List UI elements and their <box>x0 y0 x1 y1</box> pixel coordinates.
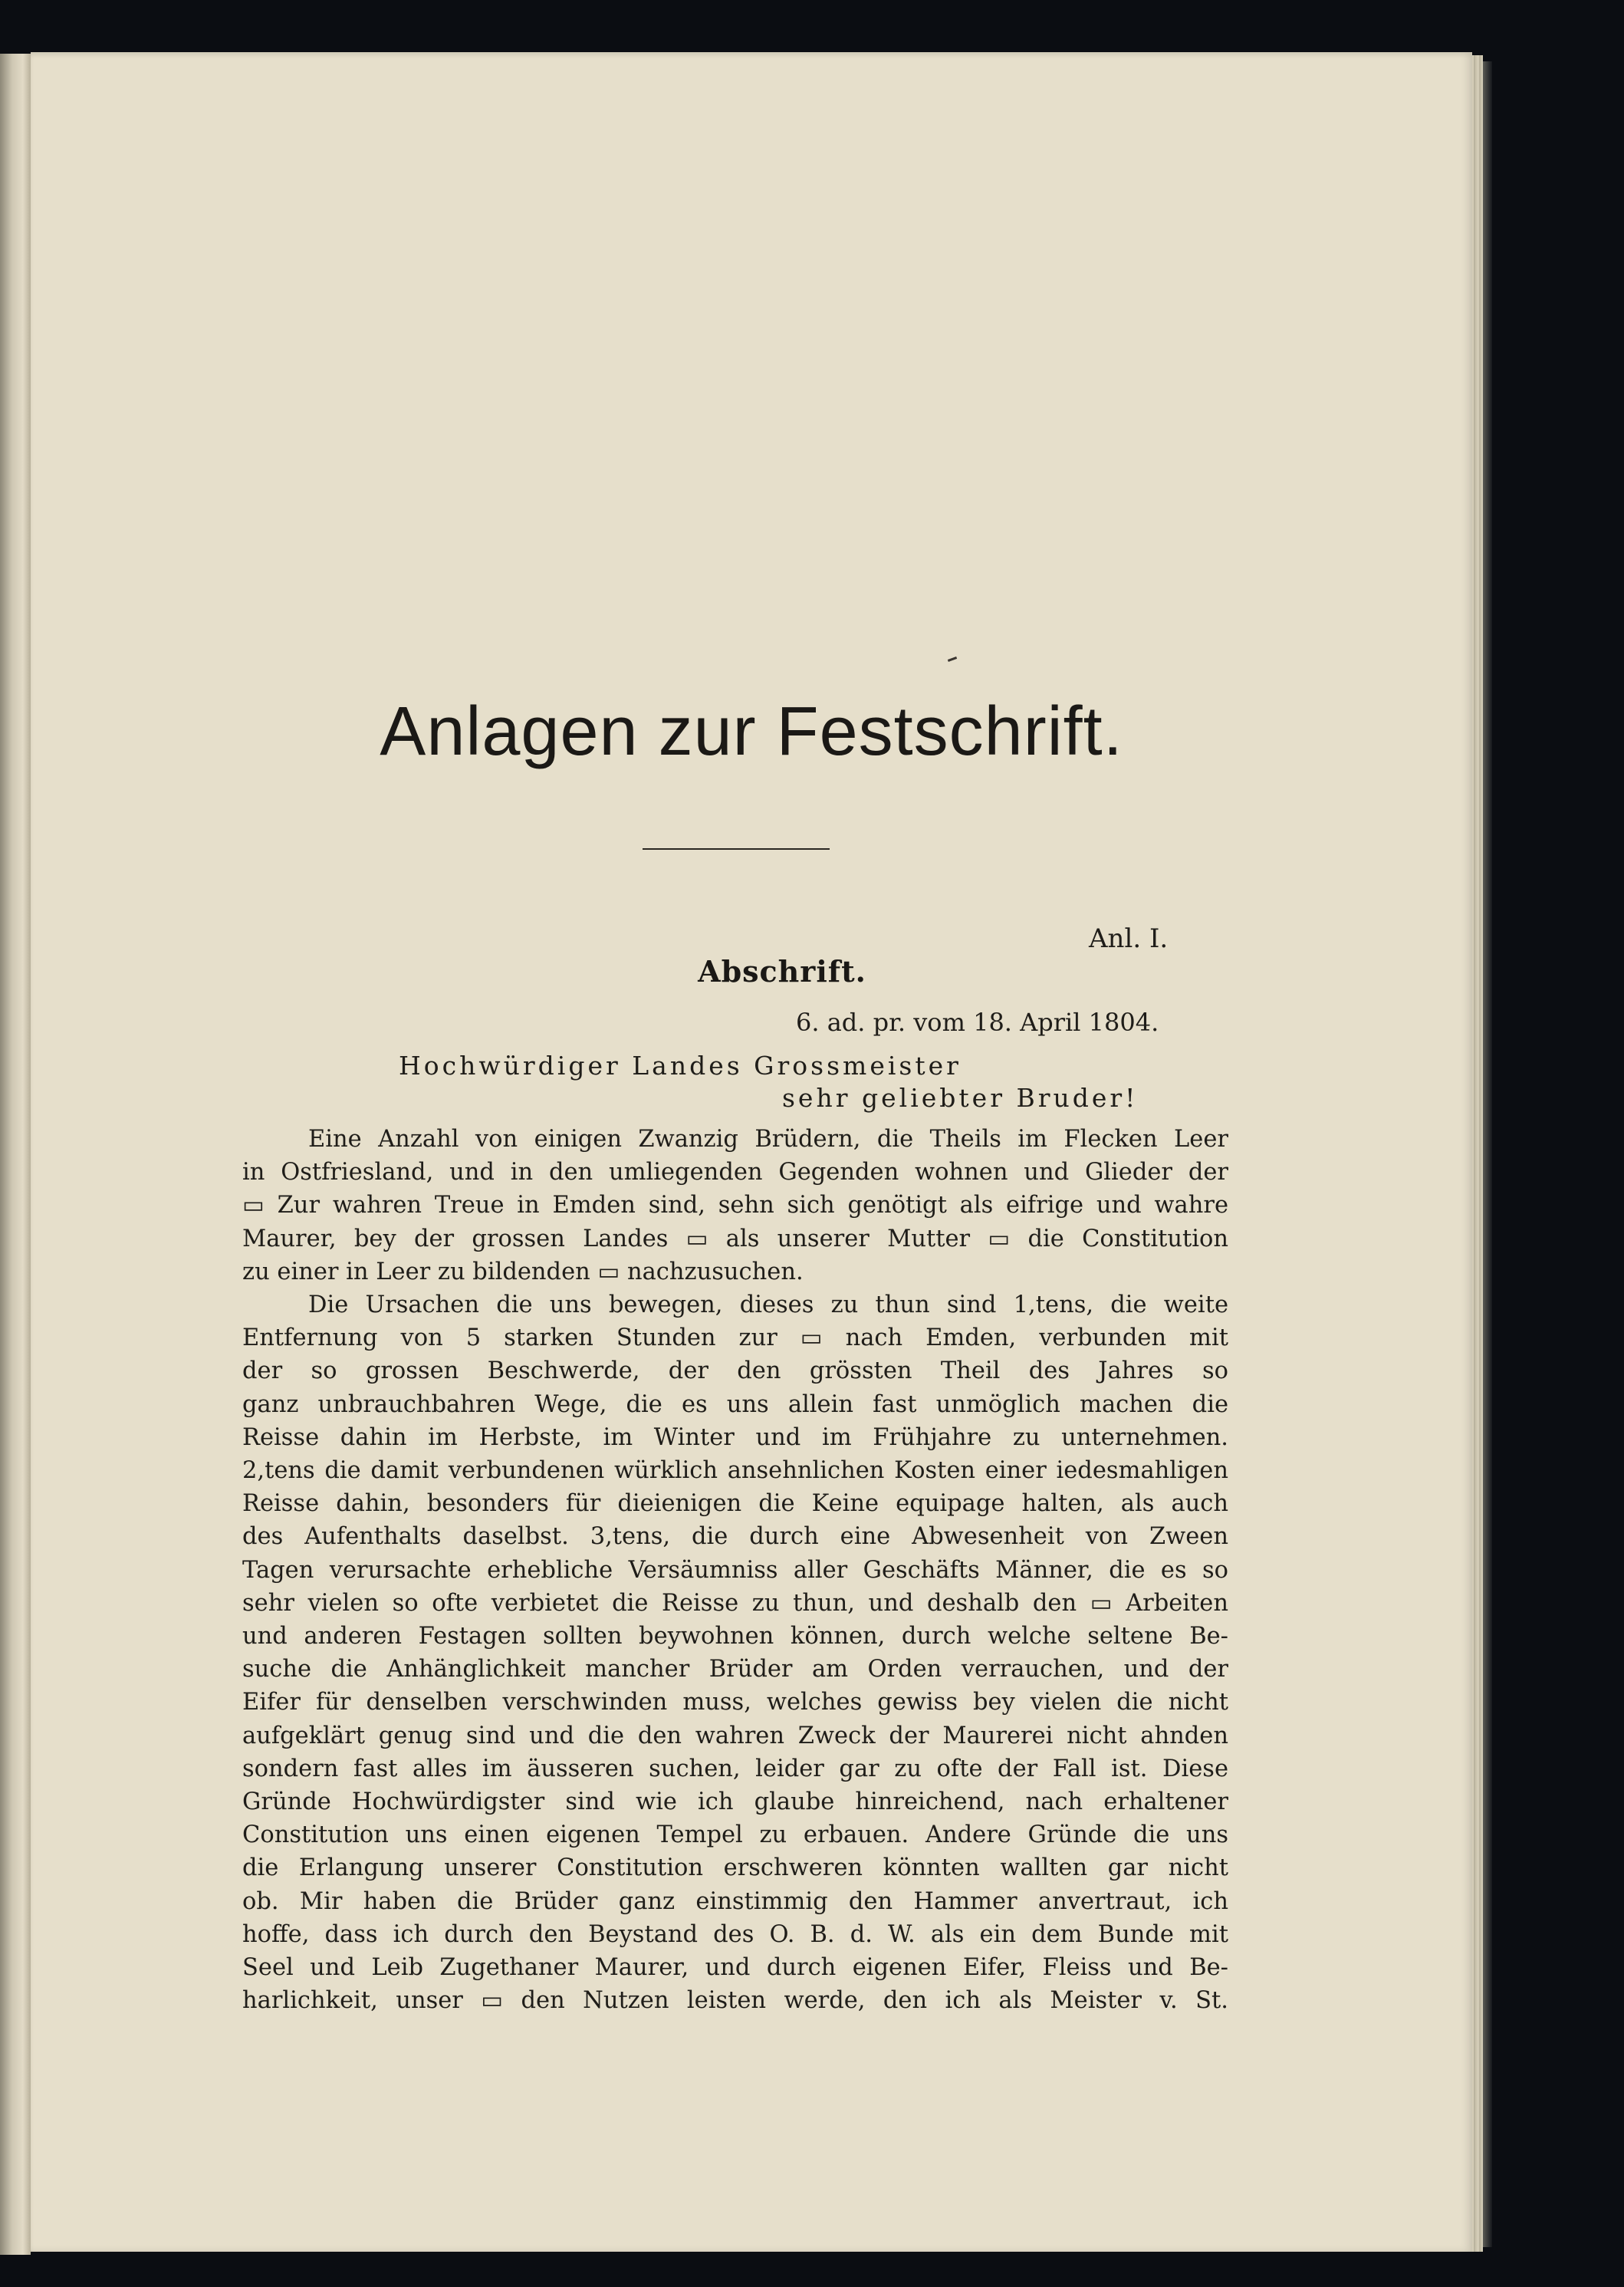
body-line: die Erlangung unserer Constitution erschweren könnten wallten gar nicht <box>242 1854 1228 1882</box>
body-line: und anderen Festagen sollten beywohnen können, durch welche seltene Be- <box>242 1623 1228 1650</box>
body-line: Entfernung von 5 starken Stunden zur ▭ nach Emden, verbunden mit <box>242 1324 1228 1352</box>
section-heading <box>31 954 1472 989</box>
body-line: in Ostfriesland, und in den umliegenden Gegenden wohnen und Glieder der <box>242 1159 1228 1186</box>
body-line: ganz unbrauchbahren Wege, die es uns allein fast unmöglich machen die <box>242 1390 1228 1418</box>
date-line: 6. ad. pr. vom 18. April 1804. <box>796 1008 1159 1037</box>
letter-body <box>242 1123 1228 2017</box>
body-line: zu einer in Leer zu bildenden ▭ nachzusuchen. <box>242 1258 804 1285</box>
annex-label: Anl. I. <box>1089 923 1169 954</box>
body-line: hoffe, dass ich durch den Beystand des O. B. d. W. als ein dem Bunde mit <box>242 1920 1228 1948</box>
body-line: harlichkeit, unser ▭ den Nutzen leisten werde, den ich als Meister v. St. <box>242 1987 1228 2015</box>
title-divider <box>643 848 830 850</box>
body-line: sondern fast alles im äusseren suchen, leider gar zu ofte der Fall ist. Diese <box>242 1755 1228 1782</box>
body-line: Die Ursachen die uns bewegen, dieses zu thun sind 1,tens, die weite <box>308 1292 1228 1319</box>
body-line: 2,tens die damit verbundenen würklich ansehnlichen Kosten einer iedesmahligen <box>242 1457 1228 1485</box>
salutation-line-2: sehr geliebter Bruder! <box>782 1083 1139 1113</box>
body-line: Constitution uns einen eigenen Tempel zu erbauen. Andere Gründe die uns <box>242 1821 1228 1849</box>
document-page <box>31 52 1472 2252</box>
salutation-line-1: Hochwürdiger Landes Grossmeister <box>399 1051 962 1081</box>
ink-speck <box>948 656 957 662</box>
body-line: suche die Anhänglichkeit mancher Brüder am Orden verrauchen, und der <box>242 1656 1228 1683</box>
body-line: Eifer für denselben verschwinden muss, welches gewiss bey vielen die nicht <box>242 1689 1228 1716</box>
previous-page-edge <box>0 54 31 2255</box>
body-line: Eine Anzahl von einigen Zwanzig Brüdern, die Theils im Flecken Leer <box>308 1126 1228 1153</box>
body-line: Seel und Leib Zugethaner Maurer, und durch eigenen Eifer, Fleiss und Be- <box>242 1954 1228 1982</box>
body-line: Maurer, bey der grossen Landes ▭ als unserer Mutter ▭ die Constitution <box>242 1225 1228 1252</box>
body-line: aufgeklärt genug sind und die den wahren Zweck der Maurerei nicht ahnden <box>242 1722 1228 1749</box>
body-line: Reisse dahin im Herbste, im Winter und im Frühjahre zu unternehmen. <box>242 1423 1228 1451</box>
body-line: ob. Mir haben die Brüder ganz einstimmig den Hammer anvertraut, ich <box>242 1887 1228 1915</box>
body-line: Tagen verursachte erhebliche Versäumniss aller Geschäfts Männer, die es so <box>242 1556 1228 1584</box>
body-line: Reisse dahin, besonders für dieienigen die Keine equipage halten, als auch <box>242 1490 1228 1518</box>
body-line: des Aufenthalts daselbst. 3,tens, die durch eine Abwesenheit von Zween <box>242 1523 1228 1551</box>
body-line: ▭ Zur wahren Treue in Emden sind, sehn sich genötigt als eifrige und wahre <box>242 1192 1228 1219</box>
page-title: Anlagen zur Festschrift. <box>380 693 1123 770</box>
body-line: der so grossen Beschwerde, der den grössten Theil des Jahres so <box>242 1357 1228 1385</box>
body-line: sehr vielen so ofte verbietet die Reisse zu thun, und deshalb den ▭ Arbeiten <box>242 1589 1228 1617</box>
binding-shadow <box>1483 61 1492 2247</box>
section-heading-text: Abschrift. <box>698 954 866 989</box>
body-line: Gründe Hochwürdigster sind wie ich glaube hinreichend, nach erhaltener <box>242 1788 1228 1816</box>
